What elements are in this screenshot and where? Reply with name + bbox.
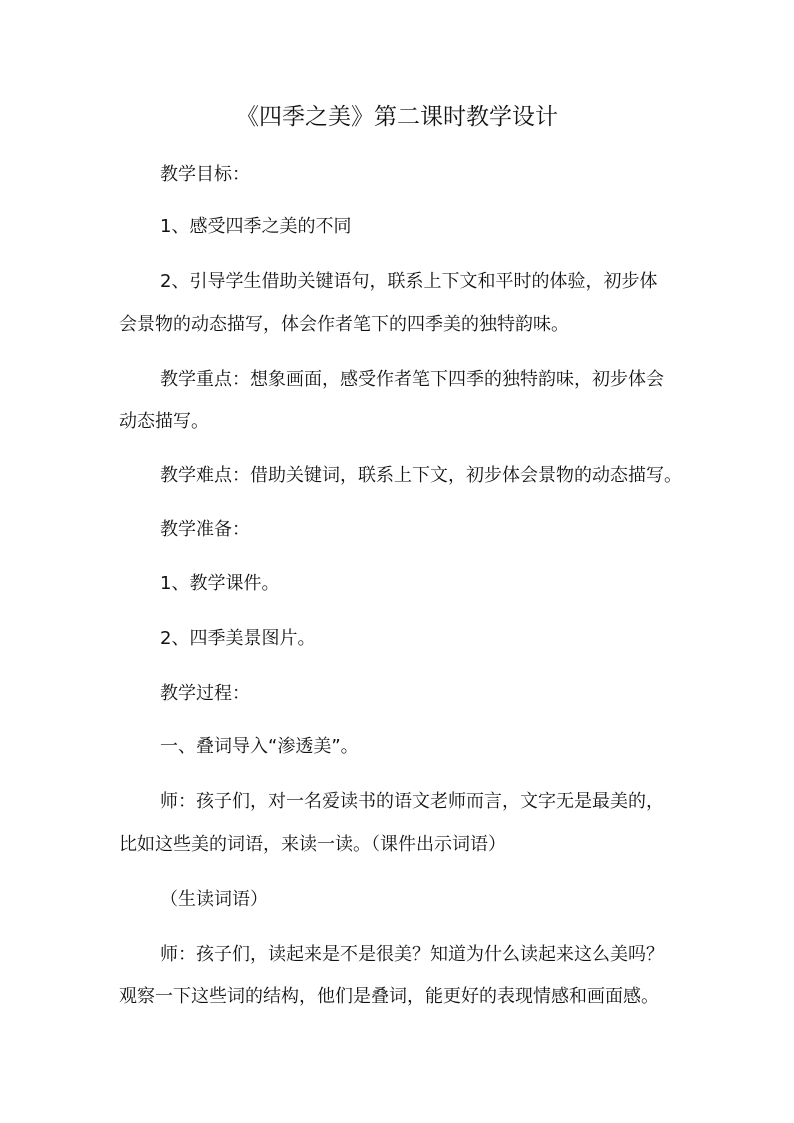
paragraph-prep-2: 2、四季美景图片。 [160,628,316,649]
paragraph-teaching-difficulty: 教学难点：借助关键词，联系上下文，初步体会景物的动态描写。 [160,465,682,486]
paragraph-goal-2-line-2: 会景物的动态描写，体会作者笔下的四季美的独特韵味。 [119,314,569,335]
paragraph-goal-1: 1、感受四季之美的不同 [160,216,352,237]
paragraph-section-1-heading: 一、叠词导入“渗透美”。 [160,736,359,757]
paragraph-teacher-2-line-1: 师：孩子们，读起来是不是很美？知道为什么读起来这么美吗？ [160,944,664,965]
paragraph-teaching-goals-heading: 教学目标： [160,164,250,185]
paragraph-students-read: （生读词语） [160,889,268,910]
document-title: 《四季之美》第二课时教学设计 [236,104,558,130]
paragraph-teacher-1-line-2: 比如这些美的词语，来读一读。（课件出示词语） [119,834,506,855]
paragraph-teaching-focus-line-1: 教学重点：想象画面，感受作者笔下四季的独特韵味，初步体会 [160,369,664,390]
paragraph-teacher-1-line-1: 师：孩子们，对一名爱读书的语文老师而言，文字无是最美的， [160,791,664,812]
paragraph-goal-2-line-1: 2、引导学生借助关键语句，联系上下文和平时的体验，初步体 [160,271,658,292]
paragraph-teaching-prep-heading: 教学准备： [160,519,250,540]
paragraph-teaching-process-heading: 教学过程： [160,683,250,704]
paragraph-teaching-focus-line-2: 动态描写。 [119,411,209,432]
paragraph-teacher-2-line-2: 观察一下这些词的结构，他们是叠词，能更好的表现情感和画面感。 [119,986,659,1007]
paragraph-prep-1: 1、教学课件。 [160,573,280,594]
